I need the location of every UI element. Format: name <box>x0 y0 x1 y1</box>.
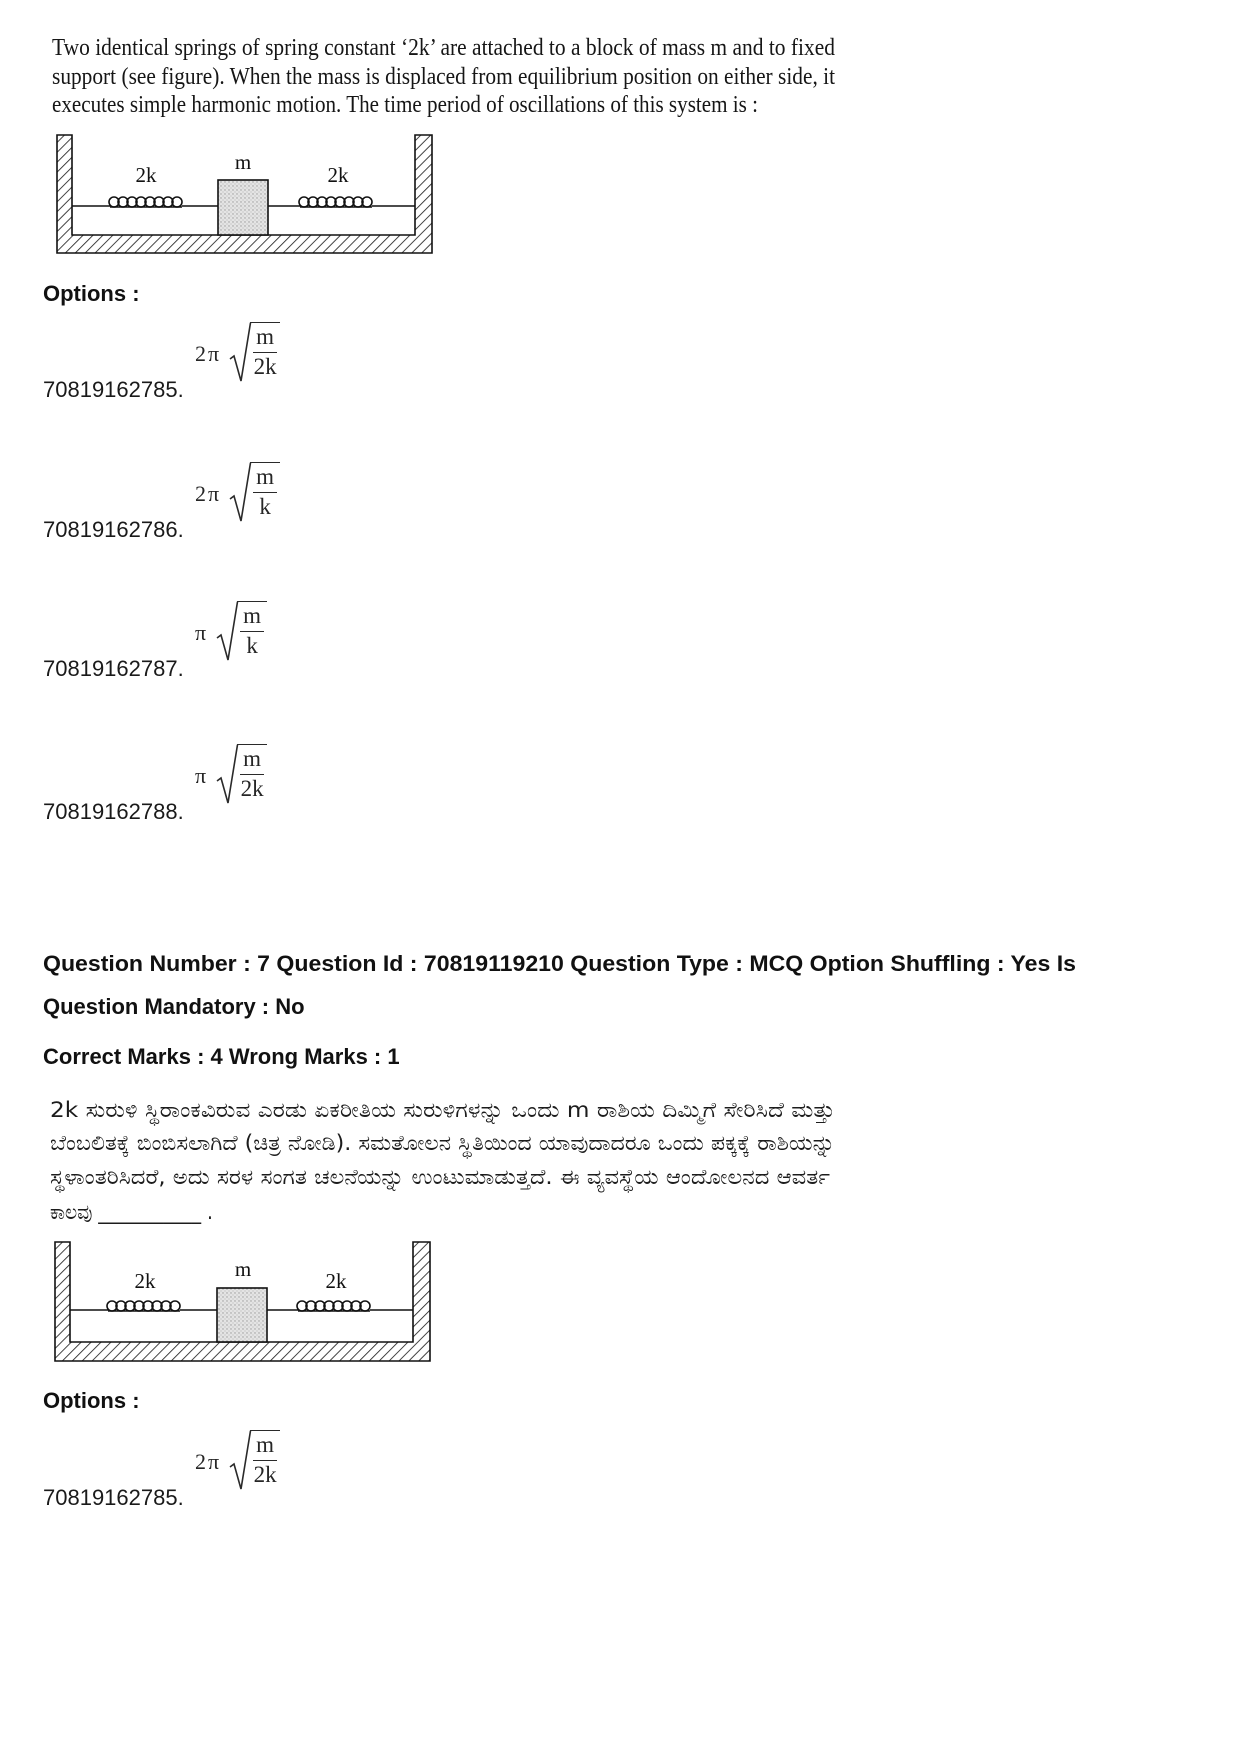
numerator: m <box>256 324 275 349</box>
right-spring <box>267 1301 413 1311</box>
numerator: m <box>243 603 262 628</box>
square-root <box>229 322 280 381</box>
fraction <box>250 462 280 521</box>
question-text-line: ಸ್ಥಳಾಂತರಿಸಿದರೆ, ಅದು ಸರಳ ಸಂಗತ ಚಲನೆಯನ್ನು ಉಂಟುಮಾಡುತ್ತದೆ. ಈ ವ್ಯವಸ್ಥೆಯ ಆಂದೋಲನದ ಆವರ್ತ <box>50 1165 830 1189</box>
formula-coefficient: π <box>195 762 209 788</box>
left-spring <box>70 1301 217 1311</box>
option-formula <box>195 1430 280 1489</box>
radical-sign-icon <box>229 1430 251 1492</box>
option-id: 70819162786. <box>43 517 184 542</box>
question-meta-line: Question Mandatory : No <box>43 994 305 1019</box>
right-spring-label: 2k <box>325 1269 347 1293</box>
option-item <box>0 322 420 406</box>
left-spring-label: 2k <box>134 1269 156 1293</box>
radical-sign-icon <box>216 744 238 806</box>
denominator: k <box>240 631 264 660</box>
spring-mass-figure <box>56 133 433 254</box>
option-id: 70819162787. <box>43 656 184 681</box>
numerator: m <box>243 746 262 771</box>
radical-sign-icon <box>229 462 251 524</box>
radical-sign-icon <box>216 601 238 663</box>
mass-block <box>217 1288 267 1342</box>
option-item <box>0 462 420 546</box>
left-spring <box>72 197 218 207</box>
formula-coefficient: 2π <box>195 340 222 366</box>
numerator: m <box>256 464 275 489</box>
square-root <box>229 462 280 521</box>
question-text-line: ಕಾಲವು ___________ . <box>50 1200 213 1224</box>
mass-label: m <box>234 1257 252 1281</box>
radical-sign-icon <box>229 322 251 384</box>
option-id: 70819162788. <box>43 799 184 824</box>
question-text-line: Two identical springs of spring constant ‘2k’ are attached to a block of mass m and to fixed <box>52 35 835 61</box>
fraction <box>237 601 267 660</box>
numerator: m <box>256 1432 275 1457</box>
options-heading: Options : <box>43 1388 140 1413</box>
formula-coefficient: π <box>195 619 209 645</box>
option-formula <box>195 462 280 521</box>
option-formula <box>195 601 267 660</box>
option-formula <box>195 322 280 381</box>
mass-label: m <box>234 150 252 174</box>
option-id: 70819162785. <box>43 377 184 402</box>
fraction <box>237 744 267 803</box>
option-formula <box>195 744 267 803</box>
question-text-line: 2k ಸುರುಳಿ ಸ್ಥಿರಾಂಕವಿರುವ ಎರಡು ಏಕರೀತಿಯ ಸುರುಳಿಗಳನ್ನು ಒಂದು m ರಾಶಿಯ ದಿಮ್ಮಿಗೆ ಸೇರಿಸಿದೆ ಮತ್ತು <box>50 1098 836 1122</box>
formula-coefficient: 2π <box>195 1448 222 1474</box>
option-id: 70819162785. <box>43 1485 184 1510</box>
square-root <box>216 601 267 660</box>
option-item <box>0 601 420 685</box>
spring-mass-figure <box>54 1240 431 1362</box>
fraction <box>250 1430 280 1489</box>
question-meta-line: Question Number : 7 Question Id : 70819119210 Question Type : MCQ Option Shuffling : Yes Is <box>43 951 1076 976</box>
mass-block <box>218 180 268 235</box>
right-spring <box>268 197 415 207</box>
option-item <box>0 744 420 828</box>
formula-coefficient: 2π <box>195 480 222 506</box>
question-text-line: support (see figure). When the mass is displaced from equilibrium position on either side, it <box>52 64 835 90</box>
denominator: 2k <box>253 354 277 379</box>
question-text-line: executes simple harmonic motion. The time period of oscillations of this system is : <box>52 92 758 118</box>
fraction <box>250 322 280 381</box>
denominator: 2k <box>240 776 264 801</box>
question-text-line: ಬೆಂಬಲಿತಕ್ಕೆ ಬಿಂಬಿಸಲಾಗಿದೆ (ಚಿತ್ರ ನೋಡಿ). ಸಮತೋಲನ ಸ್ಥಿತಿಯಿಂದ ಯಾವುದಾದರೂ ಒಂದು ಪಕ್ಕಕ್ಕೆ ರಾಶಿಯನ್ನು <box>50 1131 836 1155</box>
denominator: k <box>253 492 277 521</box>
option-item <box>0 1430 420 1514</box>
square-root <box>229 1430 280 1489</box>
square-root <box>216 744 267 803</box>
denominator: 2k <box>253 1462 277 1487</box>
right-spring-label: 2k <box>327 163 349 187</box>
options-heading: Options : <box>43 281 140 306</box>
question-marks: Correct Marks : 4 Wrong Marks : 1 <box>43 1044 400 1069</box>
left-spring-label: 2k <box>135 163 157 187</box>
